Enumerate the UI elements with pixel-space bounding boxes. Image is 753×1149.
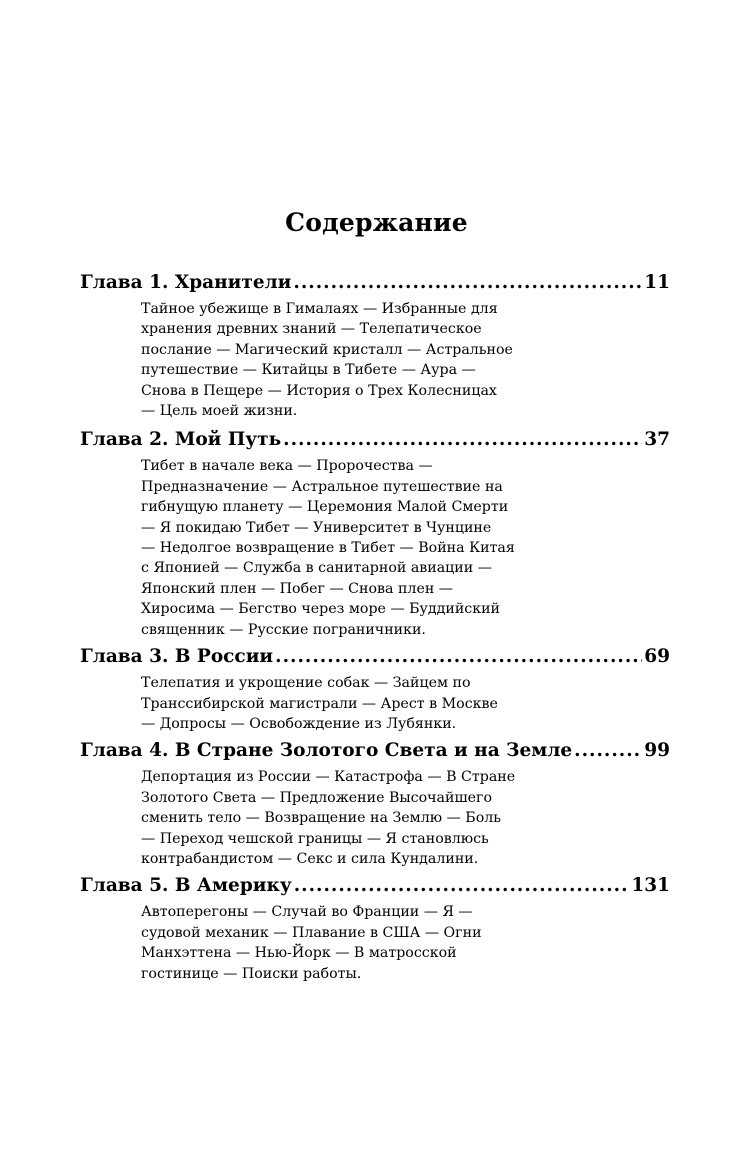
page-number: 37 — [644, 429, 670, 451]
chapter-entry-2 — [80, 425, 670, 640]
chapter-heading: Глава 5. В Америку — [80, 875, 292, 897]
dot-leader — [293, 268, 642, 297]
chapter-summary — [141, 765, 670, 869]
page-number: 69 — [644, 646, 670, 668]
page-number: 99 — [644, 740, 670, 762]
summary-line: священник — Русские пограничники. — [141, 621, 426, 638]
chapter-heading-line[interactable] — [80, 642, 670, 671]
summary-line: Золотого Света — Предложение Высочайшего — [141, 789, 493, 806]
summary-line: послание — Магический кристалл — Астральное — [141, 341, 513, 358]
chapter-heading-line[interactable] — [80, 871, 670, 900]
summary-line: контрабандистом — Секс и сила Кундалини. — [141, 850, 479, 867]
summary-line: — Переход чешской границы — Я становлюсь — [141, 830, 489, 847]
summary-line: Транссибирской магистрали — Арест в Москве — [141, 695, 498, 712]
chapter-summary — [141, 900, 670, 984]
chapter-heading: Глава 3. В России — [80, 646, 274, 668]
dot-leader — [574, 736, 642, 765]
chapter-heading: Глава 2. Мой Путь — [80, 429, 282, 451]
page-number: 131 — [631, 875, 670, 897]
summary-line: хранения древних знаний — Телепатическое — [141, 321, 482, 338]
summary-line: Автоперегоны — Случай во Франции — Я — — [141, 904, 473, 921]
page-title: Содержание — [285, 208, 468, 237]
summary-line: Предназначение — Астральное путешествие на — [141, 478, 503, 495]
summary-line: сменить тело — Возвращение на Землю — Боль — [141, 810, 501, 827]
chapter-entry-3 — [80, 642, 670, 734]
summary-line: Хиросима — Бегство через море — Буддийский — [141, 601, 501, 618]
chapter-heading-line[interactable] — [80, 736, 670, 765]
summary-line: гостинице — Поиски работы. — [141, 965, 362, 982]
summary-line: — Я покидаю Тибет — Университет в Чунцине — [141, 519, 492, 536]
summary-line: Тибет в начале века — Пророчества — — [141, 458, 433, 475]
summary-line: судовой механик — Плавание в США — Огни — [141, 924, 482, 941]
summary-line: Депортация из России — Катастрофа — В Стране — [141, 769, 516, 786]
summary-line: Манхэттена — Нью-Йорк — В матросской — [141, 945, 457, 962]
summary-line: — Цель моей жизни. — [141, 403, 298, 420]
chapter-summary — [141, 671, 670, 734]
table-of-contents — [80, 268, 670, 984]
summary-line: путешествие — Китайцы в Тибете — Аура — — [141, 362, 476, 379]
chapter-summary — [141, 297, 670, 421]
chapter-entry-5 — [80, 871, 670, 984]
summary-line: Тайное убежище в Гималаях — Избранные для — [141, 301, 498, 317]
chapter-heading: Глава 1. Хранители — [80, 272, 292, 293]
summary-line: Телепатия и укрощение собак — Зайцем по — [141, 675, 471, 692]
page-number: 11 — [644, 272, 670, 293]
chapter-summary — [141, 454, 670, 640]
dot-leader — [294, 871, 630, 900]
dot-leader — [283, 425, 642, 454]
chapter-heading-line[interactable] — [80, 425, 670, 454]
summary-line: — Допросы — Освобождение из Лубянки. — [141, 715, 457, 732]
summary-line: Снова в Пещере — История о Трех Колесницах — [141, 382, 497, 399]
summary-line: — Недолгое возвращение в Тибет — Война Китая — [141, 540, 515, 557]
chapter-entry-1 — [80, 268, 670, 421]
summary-line: с Японией — Служба в санитарной авиации — — [141, 560, 492, 577]
chapter-heading-line[interactable] — [80, 268, 670, 297]
summary-line: Японский плен — Побег — Снова плен — — [141, 580, 453, 597]
chapter-heading: Глава 4. В Стране Золотого Света и на Земле — [80, 740, 573, 762]
chapter-entry-4 — [80, 736, 670, 869]
dot-leader — [275, 642, 642, 671]
summary-line: гибнущую планету — Церемония Малой Смерти — [141, 499, 509, 516]
